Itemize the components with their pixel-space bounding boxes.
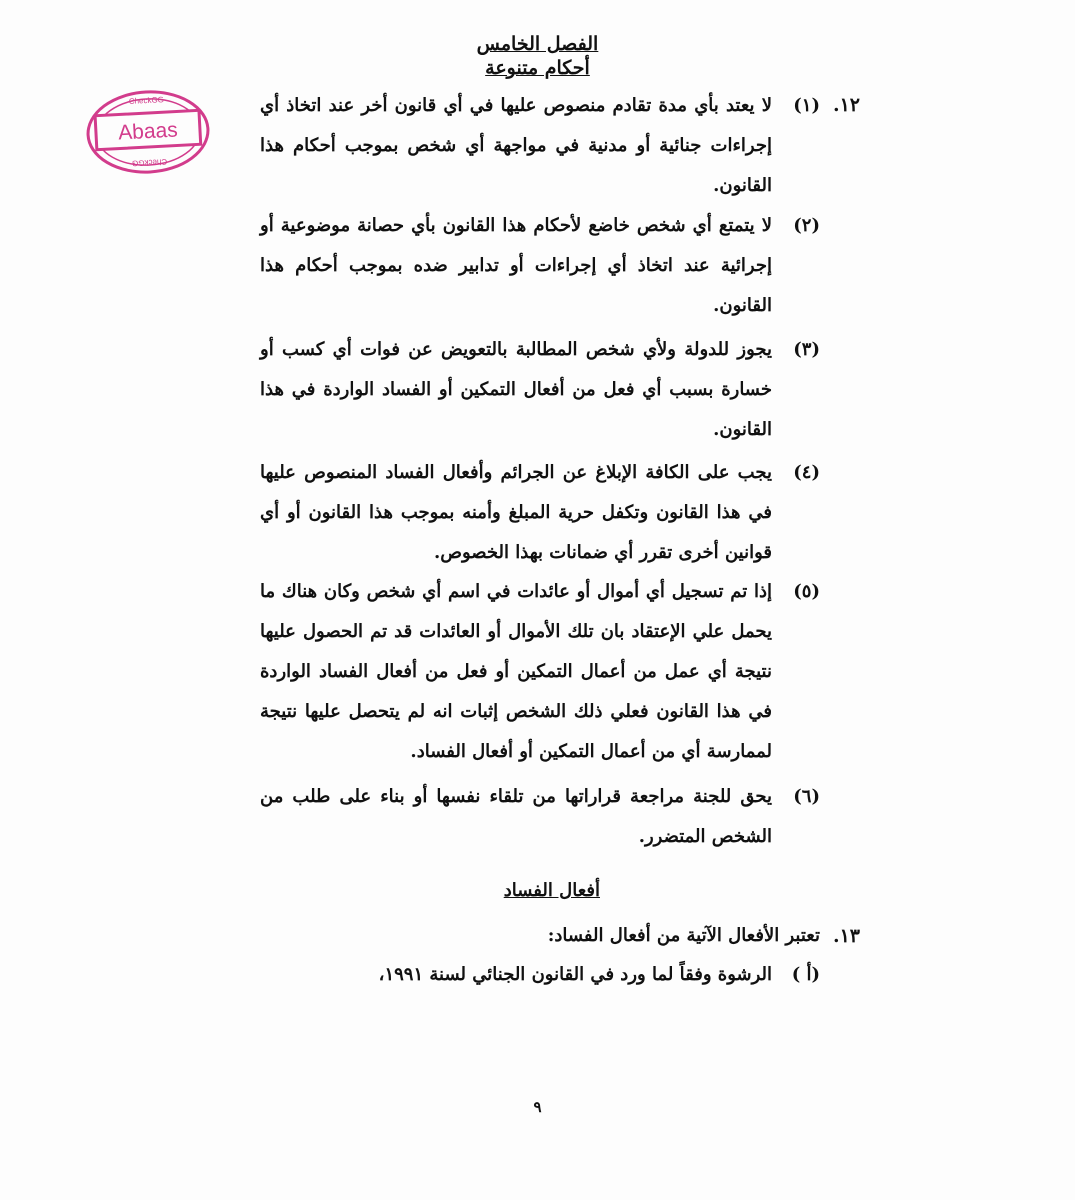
item-text: إذا تم تسجيل أي أموال أو عائدات في اسم أي شخص وكان هناك ما يحمل علي الإعتقاد بان تلك الأموال أو العائدات قد تم الحصول عليها نتيجة أي عمل من أعمال التمكين أو فعل من أفعال الفساد الواردة في هذا القانون فعلي ذلك الشخص إثبات انه لم يتحصل عليها نتيجة لممارسة أي من أعمال التمكين أو أفعال الفساد.: [260, 581, 772, 762]
item-number: (٤): [793, 462, 820, 483]
section-intro-text: تعتبر الأفعال الآتية من أفعال الفساد:: [547, 925, 820, 946]
item-number: (٣): [793, 339, 820, 360]
item-text: لا يعتد بأي مدة تقادم منصوص عليها في أي قانون أخر عند اتخاذ أي إجراءات جنائية أو مدنية في مواجهة أي شخص بموجب أحكام هذا القانون.: [260, 95, 772, 196]
corruption-heading: أفعال الفساد: [503, 880, 600, 901]
stamp-ring-text-top: CheckGG: [128, 95, 165, 106]
section-number-12: ١٢.: [832, 94, 860, 116]
item-text: الرشوة وفقاً لما ورد في القانون الجنائي لسنة ١٩٩١،: [378, 964, 772, 985]
stamp-ring-text-bottom: CheckGG: [131, 157, 168, 168]
chapter-subtitle: أحكام متنوعة: [485, 57, 590, 79]
item-text: يحق للجنة مراجعة قراراتها من تلقاء نفسها أو بناء على طلب من الشخص المتضرر.: [260, 786, 772, 847]
item-number: (٢): [793, 215, 820, 236]
item-number: (١): [793, 95, 820, 116]
stamp-text: Abaas: [117, 118, 179, 145]
item-number: (٥): [793, 581, 820, 602]
item-number: (أ ): [791, 964, 820, 985]
section-number-13: ١٣.: [832, 925, 860, 947]
item-text: يجب على الكافة الإبلاغ عن الجرائم وأفعال الفساد المنصوص عليها في هذا القانون وتكفل حرية المبلغ وأمنه بموجب هذا القانون أو أي قوانين أخرى تقرر أي ضمانات بهذا الخصوص.: [260, 462, 772, 563]
chapter-title: الفصل الخامس: [476, 33, 599, 55]
item-text: لا يتمتع أي شخص خاضع لأحكام هذا القانون بأي حصانة موضوعية أو إجرائية عند اتخاذ أي إجراءات أو تدابير ضده بموجب أحكام هذا القانون.: [260, 215, 772, 316]
page-number: ٩: [533, 1098, 542, 1116]
item-text: يجوز للدولة ولأي شخص المطالبة بالتعويض عن فوات أي كسب أو خسارة بسبب أي فعل من أفعال التمكين أو الفساد الواردة في هذا القانون.: [260, 339, 772, 440]
item-number: (٦): [793, 786, 820, 807]
stamp-logo: [82, 86, 214, 178]
